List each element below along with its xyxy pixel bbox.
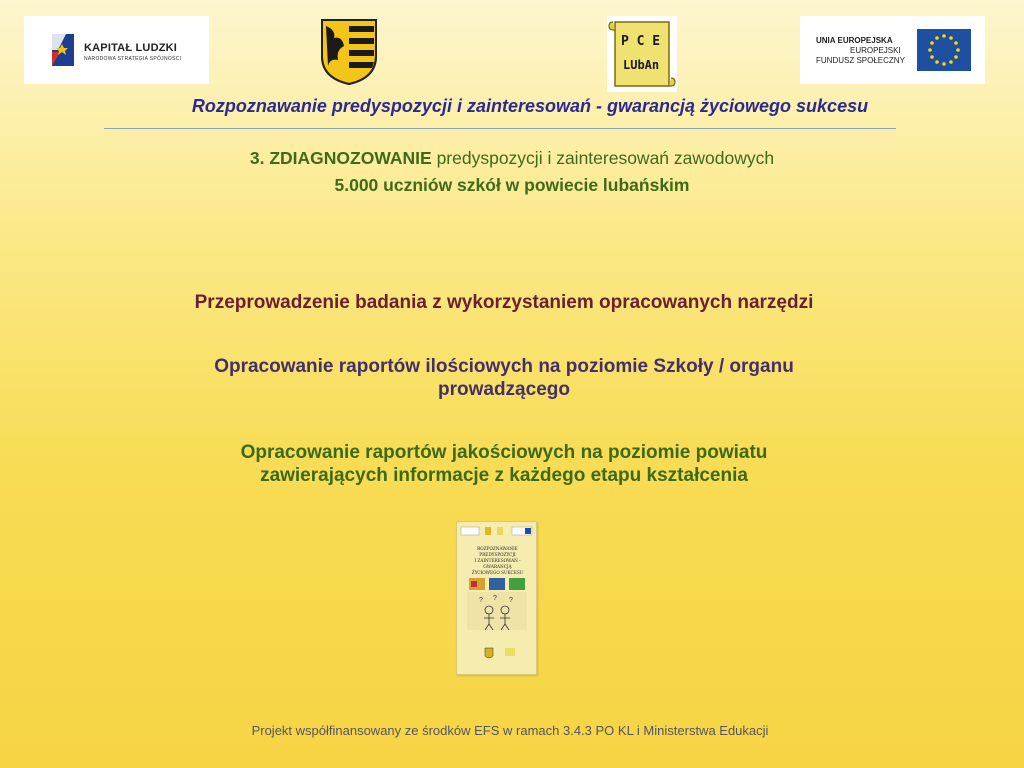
eu-line3: FUNDUSZ SPOŁECZNY bbox=[816, 56, 905, 65]
bullet-item-2-line2: prowadzącego bbox=[438, 379, 570, 400]
section-heading-rest: predyspozycji i zainteresowań zawodowych bbox=[431, 148, 775, 168]
title-divider bbox=[104, 128, 896, 129]
bullet-item-3 bbox=[0, 441, 1008, 487]
section-heading bbox=[0, 148, 1024, 169]
footer-note: Projekt współfinansowany ze środków EFS w ramach 3.4.3 PO KL i Ministerstwa Edukacji bbox=[251, 723, 769, 738]
coat-of-arms-icon bbox=[318, 16, 380, 86]
book-cover-image bbox=[456, 521, 537, 675]
svg-text:?: ? bbox=[479, 597, 483, 604]
svg-text:?: ? bbox=[493, 595, 497, 602]
eu-efs-logo bbox=[800, 16, 985, 84]
pce-line1: P C E bbox=[621, 34, 661, 49]
bullet-item-1: Przeprowadzenie badania z wykorzystaniem opracowanych narzędzi bbox=[194, 292, 814, 313]
powiat-crest-logo bbox=[318, 16, 380, 86]
svg-text:?: ? bbox=[509, 597, 513, 604]
section-number: 3. ZDIAGNOZOWANIE bbox=[249, 148, 432, 168]
book-title-line2: I ZAINTERESOWAŃ - GWARANCJĄ bbox=[474, 558, 521, 569]
book-title-line3: ŻYCIOWEGO SUKCESU bbox=[471, 570, 524, 575]
section-subheading: 5.000 uczniów szkół w powiecie lubańskim bbox=[334, 175, 690, 195]
eu-line1: UNIA EUROPEJSKA bbox=[816, 36, 893, 45]
kapital-ludzki-emblem-icon bbox=[48, 30, 78, 70]
bullet-item-3-line2: zawierających informacje z każdego etapu kształcenia bbox=[260, 465, 748, 486]
eu-flag-icon bbox=[917, 29, 971, 71]
scroll-icon bbox=[607, 16, 677, 92]
pce-line2: LUbAn bbox=[623, 58, 660, 72]
kapital-ludzki-name: KAPITAŁ LUDZKI bbox=[84, 42, 178, 54]
eu-line2: EUROPEJSKI bbox=[850, 46, 901, 55]
book-header-logos-icon bbox=[457, 525, 536, 539]
book-illustration-icon bbox=[457, 574, 536, 674]
bullet-item-2 bbox=[0, 355, 1008, 401]
book-title bbox=[461, 546, 534, 576]
pce-luban-logo bbox=[607, 16, 677, 92]
bullet-item-2-line1: Opracowanie raportów ilościowych na poziomie Szkoły / organu bbox=[214, 356, 794, 377]
kapital-ludzki-subtitle: NARODOWA STRATEGIA SPÓJNOŚCI bbox=[84, 56, 182, 62]
kapital-ludzki-logo bbox=[24, 16, 209, 84]
book-title-line1: ROZPOZNAWANIE PREDYSPOZYCJI bbox=[477, 546, 518, 557]
slide-title: Rozpoznawanie predyspozycji i zainteresowań - gwarancją życiowego sukcesu bbox=[191, 96, 869, 116]
bullet-item-3-line1: Opracowanie raportów jakościowych na poziomie powiatu bbox=[240, 442, 768, 463]
